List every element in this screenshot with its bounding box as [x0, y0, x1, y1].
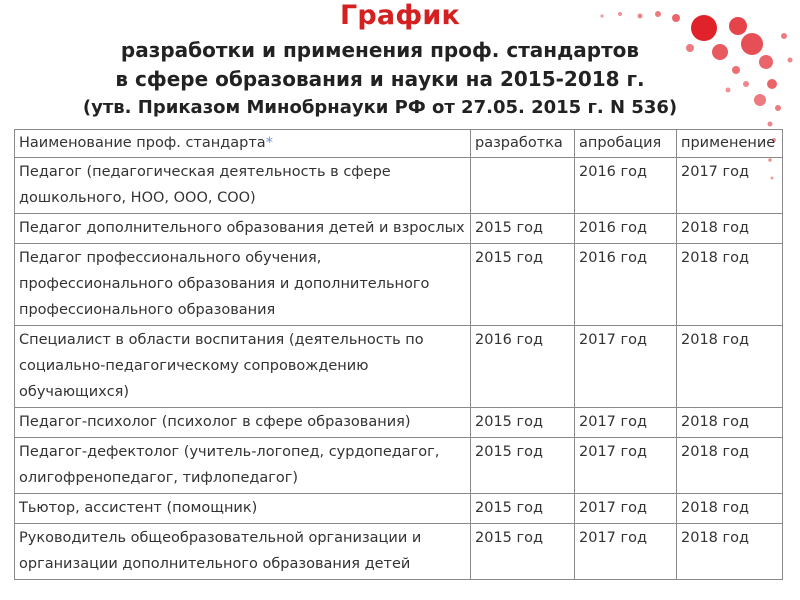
development-cell: 2015 год	[471, 524, 575, 580]
subtitle-line-2: в сфере образования и науки на 2015-2018 г.	[115, 67, 645, 91]
header-application: применение	[677, 130, 783, 158]
development-cell: 2015 год	[471, 494, 575, 524]
approbation-cell: 2016 год	[575, 214, 677, 244]
standard-name-cell: Педагог-психолог (психолог в сфере образования)	[15, 408, 471, 438]
standard-name-cell: Специалист в области воспитания (деятельность по социально-педагогическому сопровождению обучающихся)	[15, 326, 471, 408]
application-cell: 2018 год	[677, 408, 783, 438]
table-row	[15, 438, 783, 494]
table-row	[15, 158, 783, 214]
page-title: График	[340, 0, 460, 31]
application-cell: 2018 год	[677, 214, 783, 244]
development-cell: 2015 год	[471, 244, 575, 326]
approbation-cell: 2017 год	[575, 408, 677, 438]
subtitle-line-3: (утв. Приказом Минобрнауки РФ от 27.05. 2015 г. N 536)	[82, 97, 678, 118]
table-row	[15, 214, 783, 244]
application-cell: 2018 год	[677, 524, 783, 580]
development-cell	[471, 158, 575, 214]
table-row	[15, 408, 783, 438]
header-approbation: апробация	[575, 130, 677, 158]
header-development: разработка	[471, 130, 575, 158]
development-cell: 2015 год	[471, 438, 575, 494]
approbation-cell: 2016 год	[575, 244, 677, 326]
application-cell: 2018 год	[677, 326, 783, 408]
standard-name-cell: Тьютор, ассистент (помощник)	[15, 494, 471, 524]
approbation-cell: 2017 год	[575, 326, 677, 408]
standard-name-cell: Руководитель общеобразовательной организации и организации дополнительного образования детей	[15, 524, 471, 580]
standard-name-cell: Педагог дополнительного образования детей и взрослых	[15, 214, 471, 244]
application-cell: 2018 год	[677, 494, 783, 524]
table-row	[15, 494, 783, 524]
application-cell: 2017 год	[677, 158, 783, 214]
approbation-cell: 2017 год	[575, 524, 677, 580]
standard-name-cell: Педагог (педагогическая деятельность в сфере дошкольного, НОО, ООО, СОО)	[15, 158, 471, 214]
approbation-cell: 2017 год	[575, 438, 677, 494]
footnote-star: *	[265, 135, 273, 151]
development-cell: 2015 год	[471, 214, 575, 244]
table-row	[15, 244, 783, 326]
approbation-cell: 2017 год	[575, 494, 677, 524]
approbation-cell: 2016 год	[575, 158, 677, 214]
subtitle-line-1: разработки и применения проф. стандартов	[120, 38, 640, 62]
table-row	[15, 524, 783, 580]
table-row	[15, 326, 783, 408]
header-name: Наименование проф. стандарта*	[15, 130, 471, 158]
table-header-row	[15, 130, 783, 158]
application-cell: 2018 год	[677, 244, 783, 326]
development-cell: 2015 год	[471, 408, 575, 438]
standards-table	[14, 129, 783, 580]
development-cell: 2016 год	[471, 326, 575, 408]
application-cell: 2018 год	[677, 438, 783, 494]
standard-name-cell: Педагог-дефектолог (учитель-логопед, сурдопедагог, олигофренопедагог, тифлопедагог)	[15, 438, 471, 494]
standard-name-cell: Педагог профессионального обучения, профессионального образования и дополнительного профессионального образования	[15, 244, 471, 326]
